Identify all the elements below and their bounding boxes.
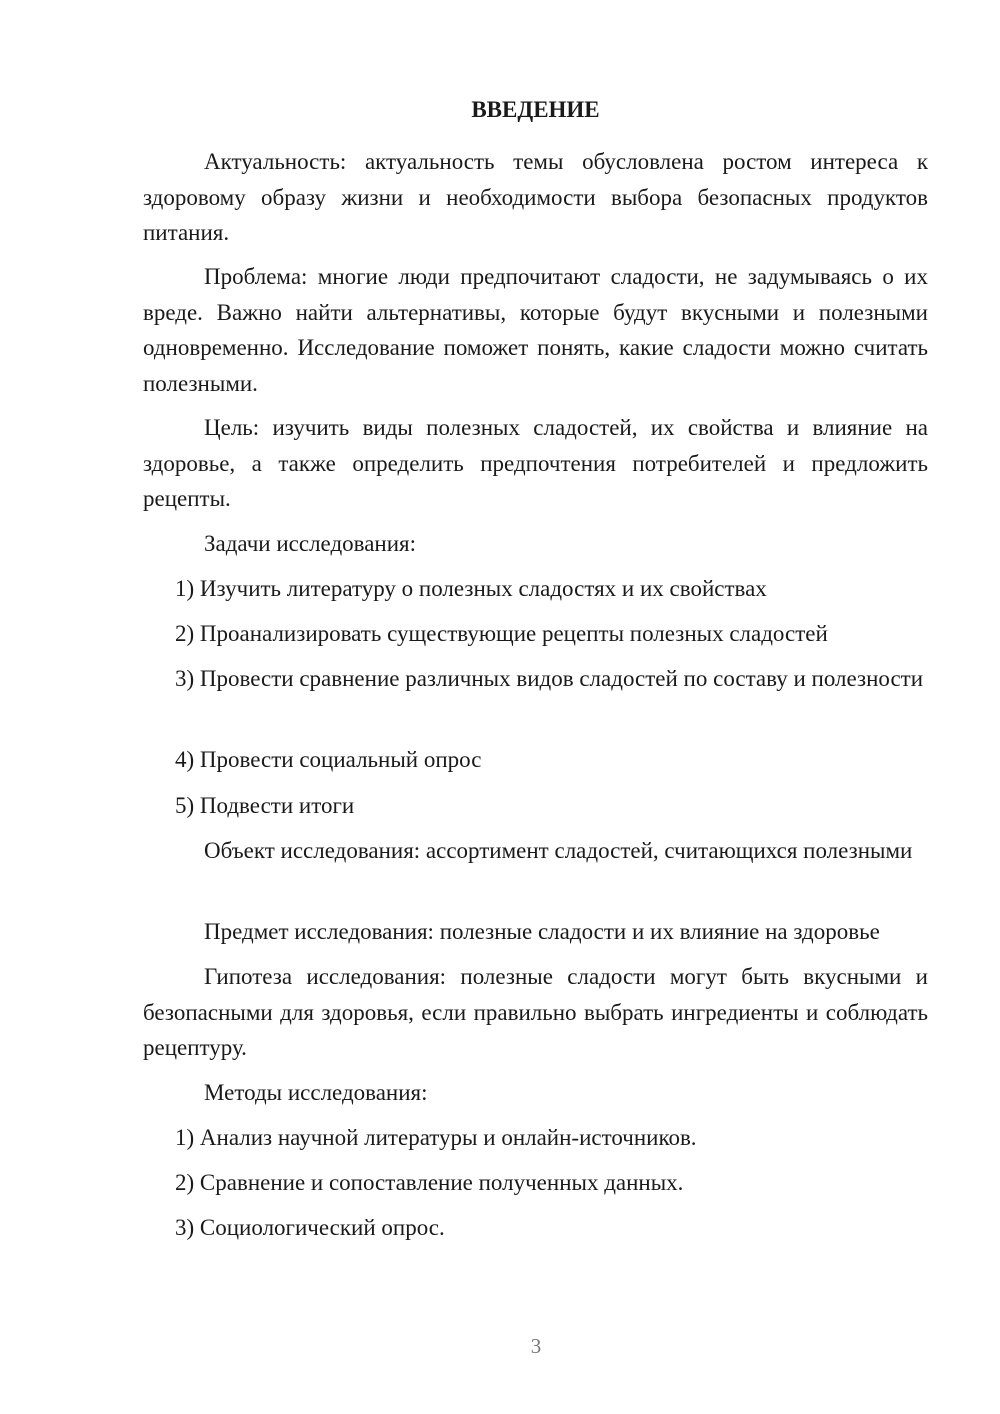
methods-title: Методы исследования:	[204, 1080, 428, 1105]
method-item-1: 1) Анализ научной литературы и онлайн-источников.	[175, 1125, 697, 1150]
object-paragraph: Объект исследования: ассортимент сладостей, считающихся полезными	[204, 838, 913, 863]
task-item-3: 3) Провести сравнение различных видов сладостей по составу и полезности	[175, 666, 924, 691]
task-item-4: 4) Провести социальный опрос	[175, 747, 482, 772]
task-item-5: 5) Подвести итоги	[175, 793, 355, 818]
task-item-1: 1) Изучить литературу о полезных сладостях и их свойствах	[175, 576, 767, 601]
hypothesis-paragraph: Гипотеза исследования: полезные сладости могут быть вкусными и безопасными для здоровья, если правильно выбрать ингредиенты и соблюдать рецептуру.	[143, 964, 928, 1060]
tasks-title: Задачи исследования:	[204, 531, 417, 556]
section-heading: ВВЕДЕНИЕ	[471, 97, 600, 122]
method-item-3: 3) Социологический опрос.	[175, 1215, 445, 1240]
problem-paragraph: Проблема: многие люди предпочитают сладости, не задумываясь о их вреде. Важно найти альтернативы, которые будут вкусными и полезными одновременно. Исследование поможет понять, какие сладости можно считать полезными.	[143, 264, 928, 396]
method-item-2: 2) Сравнение и сопоставление полученных данных.	[175, 1170, 684, 1195]
subject-paragraph: Предмет исследования: полезные сладости и их влияние на здоровье	[204, 919, 880, 944]
page-number: 3	[530, 1334, 542, 1358]
task-item-2: 2) Проанализировать существующие рецепты полезных сладостей	[175, 621, 828, 646]
relevance-paragraph: Актуальность: актуальность темы обусловлена ростом интереса к здоровому образу жизни и необходимости выбора безопасных продуктов питания.	[143, 149, 928, 245]
goal-paragraph: Цель: изучить виды полезных сладостей, их свойства и влияние на здоровье, а также определить предпочтения потребителей и предложить рецепты.	[143, 415, 928, 511]
